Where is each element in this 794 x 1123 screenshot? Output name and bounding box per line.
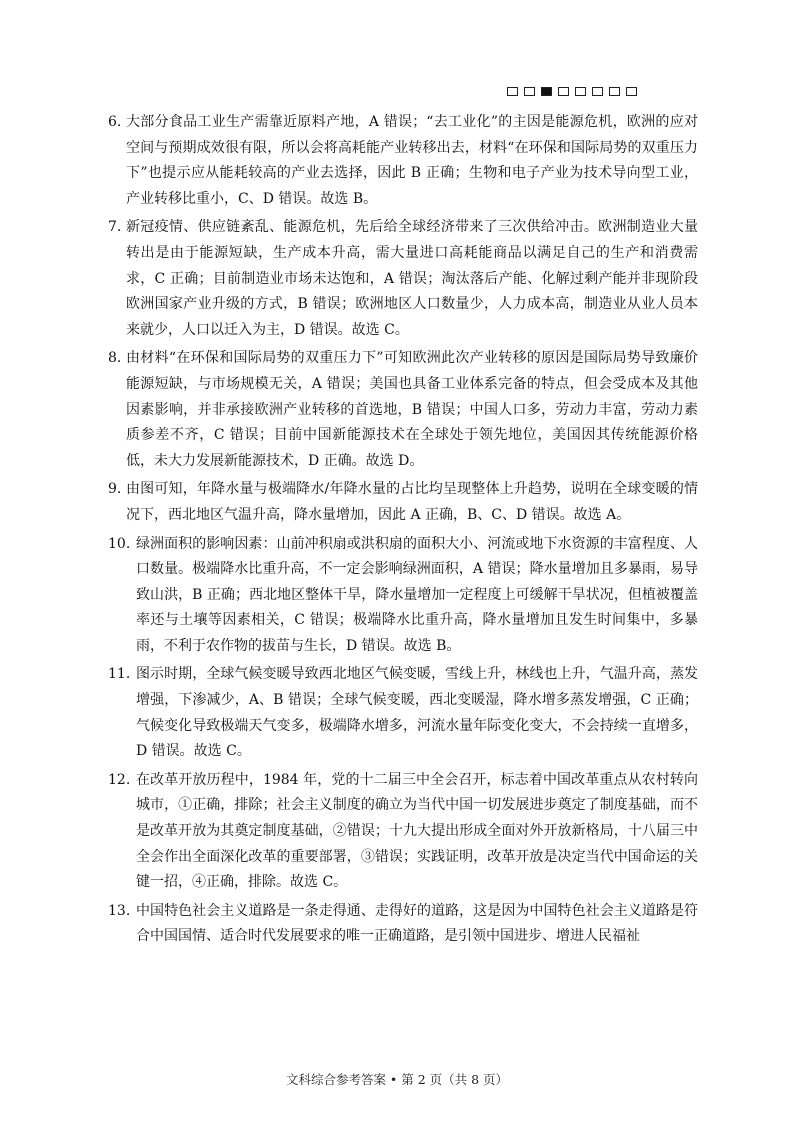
- answer-item: [108, 768, 698, 896]
- answer-text: 由图可知，年降水量与极端降水/年降水量的占比均呈现整体上升趋势，说明在全球变暖的情况下，西北地区气温升高，降水量增加，因此 A 正确，B、C、D 错误。故选 A。: [126, 481, 698, 523]
- answer-number: 8.: [108, 350, 122, 367]
- answer-number: 12.: [108, 771, 131, 788]
- header-mark: [626, 87, 637, 96]
- header-mark: [524, 87, 535, 96]
- answer-item: [108, 477, 698, 528]
- header-mark: [575, 87, 586, 96]
- answer-item: [108, 662, 698, 764]
- answer-text: 由材料“在环保和国际局势的双重压力下”可知欧洲此次产业转移的原因是国际局势导致廉价能源短缺，与市场规模无关，A 错误；美国也具备工业体系完备的特点，但会受成本及其他因素影响，并非承接欧洲产业转移的首选地，B 错误；中国人口多，劳动力丰富，劳动力素质参差不齐，C 错误；目前中国新能源技术在全球处于领先地位，美国因其传统能源价格低，未大力发展新能源技术，D 正确。故选 D。: [126, 350, 698, 469]
- answer-item: [108, 215, 698, 343]
- page-footer: 文科综合参考答案 • 第 2 页（共 8 页）: [285, 1072, 509, 1087]
- answer-text: 绿洲面积的影响因素：山前冲积扇或洪积扇的面积大小、河流或地下水资源的丰富程度、人口数量。极端降水比重升高，不一定会影响绿洲面积，A 错误；降水量增加且多暴雨，易导致山洪，B 正确；西北地区整体干旱，降水量增加一定程度上可缓解干旱状况，但植被覆盖率还与土壤等因素相关，C 错误；极端降水比重升高，降水量增加且发生时间集中，多暴雨，不利于农作物的拔苗与生长，D 错误。故选 B。: [136, 535, 698, 654]
- answer-number: 7.: [108, 219, 122, 236]
- header-marks: [507, 87, 637, 96]
- answer-item: [108, 346, 698, 474]
- header-mark-filled: [541, 87, 552, 96]
- answer-number: 10.: [108, 535, 131, 552]
- answer-text: 中国特色社会主义道路是一条走得通、走得好的道路，这是因为中国特色社会主义道路是符合中国国情、适合时代发展要求的唯一正确道路，是引领中国进步、增进人民福祉: [136, 902, 698, 945]
- header-mark: [558, 87, 569, 96]
- header-mark: [609, 87, 620, 96]
- header-mark: [592, 87, 603, 96]
- answer-text: 在改革开放历程中，1984 年，党的十二届三中全会召开，标志着中国改革重点从农村转向城市，①正确，排除；社会主义制度的确立为当代中国一切发展进步奠定了制度基础，而不是改革开放为其奠定制度基础，②错误；十九大提出形成全面对外开放新格局，十八届三中全会作出全面深化改革的重要部署，③错误；实践证明，改革开放是决定当代中国命运的关键一招，④正确，排除。故选 C。: [136, 771, 698, 891]
- answer-text: 大部分食品工业生产需靠近原料产地，A 错误；“去工业化”的主因是能源危机，欧洲的应对空间与预期成效很有限，所以会将高耗能产业转移出去，材料“在环保和国际局势的双重压力下”也提示应从能耗较高的产业去选择，因此 B 正确；生物和电子产业为技术导向型工业，产业转移比重小，C、D 错误。故选 B。: [126, 114, 698, 207]
- answer-item: [108, 110, 698, 212]
- answer-number: 13.: [108, 902, 131, 919]
- header-mark: [507, 87, 518, 96]
- answer-text: 图示时期，全球气候变暖导致西北地区气候变暖，雪线上升，林线也上升，气温升高，蒸发增强，下渗减少，A、B 错误；全球气候变暖，西北变暖湿，降水增多蒸发增强，C 正确；气候变化导致极端天气变多，极端降水增多，河流水量年际变化变大，不会持续一直增多，D 错误。故选 C。: [136, 666, 698, 760]
- answer-list: [108, 110, 698, 953]
- answer-number: 11.: [108, 666, 131, 683]
- answer-item: [108, 532, 698, 660]
- answer-number: 6.: [108, 114, 122, 130]
- answer-item: [108, 899, 698, 950]
- answer-number: 9.: [108, 481, 122, 498]
- answer-text: 新冠疫情、供应链紊乱、能源危机，先后给全球经济带来了三次供给冲击。欧洲制造业大量转出是由于能源短缺，生产成本升高，需大量进口高耗能商品以满足自己的生产和消费需求，C 正确；目前制造业市场未达饱和，A 错误；淘汰落后产能、化解过剩产能并非现阶段欧洲国家产业升级的方式，B 错误；欧洲地区人口数量少，人力成本高，制造业从业人员本来就少，人口以迁入为主，D 错误。故选 C。: [126, 219, 698, 338]
